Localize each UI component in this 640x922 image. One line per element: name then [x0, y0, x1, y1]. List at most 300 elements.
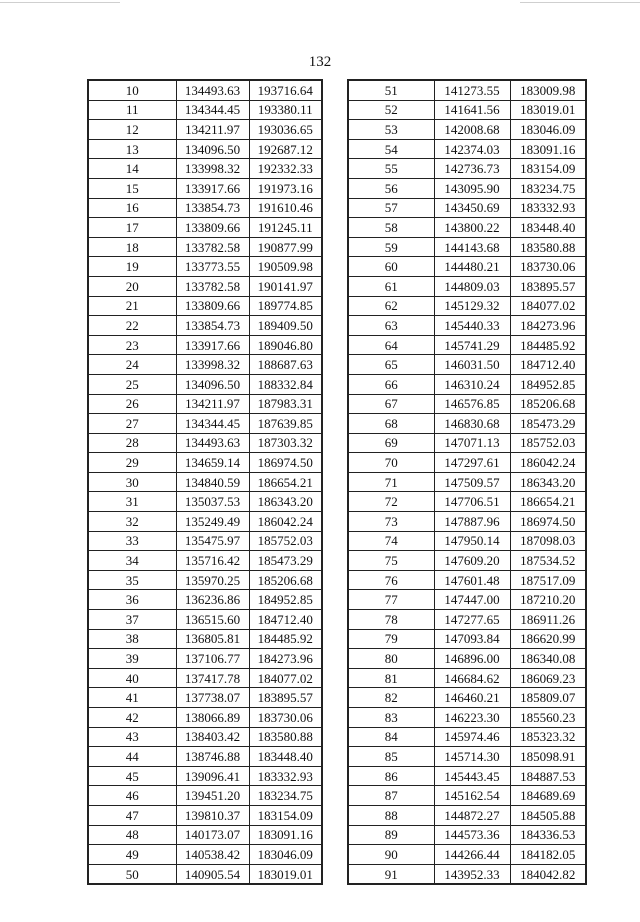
y-coordinate-cell: 190509.98 [249, 257, 322, 277]
y-coordinate-cell: 185098.91 [510, 747, 586, 767]
y-coordinate-cell: 184182.05 [510, 845, 586, 865]
point-number-cell: 34 [88, 551, 176, 571]
x-coordinate-cell: 141273.55 [434, 80, 510, 100]
point-number-cell: 29 [88, 453, 176, 473]
page-number: 132 [308, 54, 332, 70]
table-row [348, 590, 586, 610]
y-coordinate-cell: 193380.11 [249, 100, 322, 120]
table-row [88, 590, 322, 610]
table-row [348, 531, 586, 551]
point-number-cell: 33 [88, 531, 176, 551]
y-coordinate-cell: 187983.31 [249, 394, 322, 414]
y-coordinate-cell: 193036.65 [249, 120, 322, 140]
y-coordinate-cell: 183234.75 [249, 786, 322, 806]
table-row [348, 825, 586, 845]
y-coordinate-cell: 184273.96 [510, 316, 586, 336]
point-number-cell: 36 [88, 590, 176, 610]
point-number-cell: 88 [348, 805, 434, 825]
point-number-cell: 83 [348, 708, 434, 728]
point-number-cell: 35 [88, 570, 176, 590]
y-coordinate-cell: 191973.16 [249, 178, 322, 198]
y-coordinate-cell: 190877.99 [249, 237, 322, 257]
table-row [348, 512, 586, 532]
point-number-cell: 31 [88, 492, 176, 512]
x-coordinate-cell: 133773.55 [176, 257, 249, 277]
table-row [88, 864, 322, 884]
y-coordinate-cell: 183580.88 [510, 237, 586, 257]
coordinate-table-right [347, 79, 587, 885]
x-coordinate-cell: 145714.30 [434, 747, 510, 767]
point-number-cell: 51 [348, 80, 434, 100]
x-coordinate-cell: 138403.42 [176, 727, 249, 747]
x-coordinate-cell: 133917.66 [176, 178, 249, 198]
point-number-cell: 85 [348, 747, 434, 767]
x-coordinate-cell: 146684.62 [434, 668, 510, 688]
point-number-cell: 87 [348, 786, 434, 806]
y-coordinate-cell: 185752.03 [249, 531, 322, 551]
point-number-cell: 60 [348, 257, 434, 277]
y-coordinate-cell: 186974.50 [510, 512, 586, 532]
point-number-cell: 38 [88, 629, 176, 649]
y-coordinate-cell: 187517.09 [510, 570, 586, 590]
table-row [348, 178, 586, 198]
x-coordinate-cell: 134096.50 [176, 374, 249, 394]
table-row [88, 845, 322, 865]
y-coordinate-cell: 186042.24 [249, 512, 322, 532]
x-coordinate-cell: 136515.60 [176, 610, 249, 630]
table-row [88, 492, 322, 512]
y-coordinate-cell: 188332.84 [249, 374, 322, 394]
table-row [348, 649, 586, 669]
point-number-cell: 18 [88, 237, 176, 257]
x-coordinate-cell: 147071.13 [434, 433, 510, 453]
table-row [348, 610, 586, 630]
point-number-cell: 64 [348, 335, 434, 355]
top-scan-line-left [0, 2, 120, 3]
point-number-cell: 55 [348, 159, 434, 179]
point-number-cell: 82 [348, 688, 434, 708]
x-coordinate-cell: 134344.45 [176, 100, 249, 120]
point-number-cell: 74 [348, 531, 434, 551]
point-number-cell: 15 [88, 178, 176, 198]
x-coordinate-cell: 145741.29 [434, 335, 510, 355]
point-number-cell: 73 [348, 512, 434, 532]
point-number-cell: 20 [88, 276, 176, 296]
point-number-cell: 57 [348, 198, 434, 218]
point-number-cell: 56 [348, 178, 434, 198]
x-coordinate-cell: 134659.14 [176, 453, 249, 473]
x-coordinate-cell: 136236.86 [176, 590, 249, 610]
point-number-cell: 66 [348, 374, 434, 394]
x-coordinate-cell: 146830.68 [434, 414, 510, 434]
table-row [88, 198, 322, 218]
x-coordinate-cell: 138066.89 [176, 708, 249, 728]
x-coordinate-cell: 137417.78 [176, 668, 249, 688]
point-number-cell: 17 [88, 218, 176, 238]
y-coordinate-cell: 183019.01 [510, 100, 586, 120]
point-number-cell: 86 [348, 766, 434, 786]
y-coordinate-cell: 183046.09 [249, 845, 322, 865]
point-number-cell: 79 [348, 629, 434, 649]
point-number-cell: 28 [88, 433, 176, 453]
x-coordinate-cell: 147609.20 [434, 551, 510, 571]
x-coordinate-cell: 133782.58 [176, 276, 249, 296]
table-row [348, 864, 586, 884]
x-coordinate-cell: 137106.77 [176, 649, 249, 669]
point-number-cell: 26 [88, 394, 176, 414]
table-row [348, 120, 586, 140]
x-coordinate-cell: 133809.66 [176, 218, 249, 238]
x-coordinate-cell: 146310.24 [434, 374, 510, 394]
table-row [348, 316, 586, 336]
y-coordinate-cell: 183332.93 [510, 198, 586, 218]
x-coordinate-cell: 147601.48 [434, 570, 510, 590]
y-coordinate-cell: 188687.63 [249, 355, 322, 375]
point-number-cell: 77 [348, 590, 434, 610]
y-coordinate-cell: 186042.24 [510, 453, 586, 473]
x-coordinate-cell: 142374.03 [434, 139, 510, 159]
y-coordinate-cell: 183895.57 [249, 688, 322, 708]
y-coordinate-cell: 189409.50 [249, 316, 322, 336]
x-coordinate-cell: 134211.97 [176, 394, 249, 414]
y-coordinate-cell: 184077.02 [249, 668, 322, 688]
point-number-cell: 48 [88, 825, 176, 845]
point-number-cell: 19 [88, 257, 176, 277]
y-coordinate-cell: 184712.40 [510, 355, 586, 375]
y-coordinate-cell: 191610.46 [249, 198, 322, 218]
table-row [88, 394, 322, 414]
table-row [88, 668, 322, 688]
point-number-cell: 71 [348, 472, 434, 492]
point-number-cell: 30 [88, 472, 176, 492]
y-coordinate-cell: 183091.16 [510, 139, 586, 159]
y-coordinate-cell: 186343.20 [249, 492, 322, 512]
y-coordinate-cell: 184952.85 [510, 374, 586, 394]
y-coordinate-cell: 186343.20 [510, 472, 586, 492]
x-coordinate-cell: 146460.21 [434, 688, 510, 708]
table-row [88, 786, 322, 806]
point-number-cell: 49 [88, 845, 176, 865]
table-row [348, 688, 586, 708]
y-coordinate-cell: 193716.64 [249, 80, 322, 100]
x-coordinate-cell: 143800.22 [434, 218, 510, 238]
point-number-cell: 21 [88, 296, 176, 316]
x-coordinate-cell: 145974.46 [434, 727, 510, 747]
point-number-cell: 11 [88, 100, 176, 120]
x-coordinate-cell: 139451.20 [176, 786, 249, 806]
table-row [88, 276, 322, 296]
y-coordinate-cell: 185206.68 [249, 570, 322, 590]
table-row [88, 453, 322, 473]
x-coordinate-cell: 135037.53 [176, 492, 249, 512]
table-row [88, 727, 322, 747]
y-coordinate-cell: 183019.01 [249, 864, 322, 884]
table-row [88, 257, 322, 277]
table-row [88, 100, 322, 120]
point-number-cell: 68 [348, 414, 434, 434]
table-row [88, 237, 322, 257]
table-row [348, 394, 586, 414]
table-row [88, 531, 322, 551]
table-row [348, 747, 586, 767]
table-row [348, 218, 586, 238]
y-coordinate-cell: 183580.88 [249, 727, 322, 747]
point-number-cell: 76 [348, 570, 434, 590]
table-row [348, 766, 586, 786]
point-number-cell: 75 [348, 551, 434, 571]
y-coordinate-cell: 184077.02 [510, 296, 586, 316]
point-number-cell: 84 [348, 727, 434, 747]
x-coordinate-cell: 144872.27 [434, 805, 510, 825]
x-coordinate-cell: 134344.45 [176, 414, 249, 434]
point-number-cell: 27 [88, 414, 176, 434]
table-row [88, 433, 322, 453]
point-number-cell: 50 [88, 864, 176, 884]
y-coordinate-cell: 187534.52 [510, 551, 586, 571]
y-coordinate-cell: 192687.12 [249, 139, 322, 159]
top-scan-line-right [520, 2, 640, 3]
y-coordinate-cell: 187639.85 [249, 414, 322, 434]
x-coordinate-cell: 144266.44 [434, 845, 510, 865]
x-coordinate-cell: 133998.32 [176, 159, 249, 179]
point-number-cell: 32 [88, 512, 176, 532]
x-coordinate-cell: 143450.69 [434, 198, 510, 218]
point-number-cell: 72 [348, 492, 434, 512]
x-coordinate-cell: 142008.68 [434, 120, 510, 140]
point-number-cell: 89 [348, 825, 434, 845]
y-coordinate-cell: 184485.92 [249, 629, 322, 649]
table-row [348, 237, 586, 257]
x-coordinate-cell: 139810.37 [176, 805, 249, 825]
x-coordinate-cell: 146576.85 [434, 394, 510, 414]
y-coordinate-cell: 183009.98 [510, 80, 586, 100]
point-number-cell: 67 [348, 394, 434, 414]
point-number-cell: 46 [88, 786, 176, 806]
table-row [88, 570, 322, 590]
x-coordinate-cell: 133782.58 [176, 237, 249, 257]
x-coordinate-cell: 145440.33 [434, 316, 510, 336]
x-coordinate-cell: 140173.07 [176, 825, 249, 845]
table-row [88, 120, 322, 140]
x-coordinate-cell: 146031.50 [434, 355, 510, 375]
point-number-cell: 52 [348, 100, 434, 120]
y-coordinate-cell: 183448.40 [510, 218, 586, 238]
y-coordinate-cell: 184042.82 [510, 864, 586, 884]
table-row [348, 159, 586, 179]
x-coordinate-cell: 144573.36 [434, 825, 510, 845]
table-row [348, 414, 586, 434]
y-coordinate-cell: 187098.03 [510, 531, 586, 551]
table-row [348, 492, 586, 512]
x-coordinate-cell: 136805.81 [176, 629, 249, 649]
y-coordinate-cell: 183332.93 [249, 766, 322, 786]
point-number-cell: 78 [348, 610, 434, 630]
point-number-cell: 47 [88, 805, 176, 825]
x-coordinate-cell: 143095.90 [434, 178, 510, 198]
table-row [348, 453, 586, 473]
table-row [348, 786, 586, 806]
x-coordinate-cell: 140905.54 [176, 864, 249, 884]
point-number-cell: 22 [88, 316, 176, 336]
x-coordinate-cell: 134493.63 [176, 80, 249, 100]
table-row [348, 433, 586, 453]
x-coordinate-cell: 139096.41 [176, 766, 249, 786]
point-number-cell: 91 [348, 864, 434, 884]
table-row [88, 139, 322, 159]
coordinate-table-left [87, 79, 323, 885]
point-number-cell: 16 [88, 198, 176, 218]
table-row [88, 374, 322, 394]
y-coordinate-cell: 185323.32 [510, 727, 586, 747]
table-row [348, 100, 586, 120]
x-coordinate-cell: 147950.14 [434, 531, 510, 551]
table-row [88, 335, 322, 355]
y-coordinate-cell: 184887.53 [510, 766, 586, 786]
x-coordinate-cell: 143952.33 [434, 864, 510, 884]
point-number-cell: 12 [88, 120, 176, 140]
point-number-cell: 90 [348, 845, 434, 865]
point-number-cell: 80 [348, 649, 434, 669]
table-row [88, 316, 322, 336]
x-coordinate-cell: 142736.73 [434, 159, 510, 179]
y-coordinate-cell: 185752.03 [510, 433, 586, 453]
x-coordinate-cell: 145443.45 [434, 766, 510, 786]
x-coordinate-cell: 133917.66 [176, 335, 249, 355]
y-coordinate-cell: 186620.99 [510, 629, 586, 649]
x-coordinate-cell: 147297.61 [434, 453, 510, 473]
y-coordinate-cell: 187303.32 [249, 433, 322, 453]
table-row [88, 218, 322, 238]
point-number-cell: 42 [88, 708, 176, 728]
point-number-cell: 69 [348, 433, 434, 453]
y-coordinate-cell: 184273.96 [249, 649, 322, 669]
x-coordinate-cell: 137738.07 [176, 688, 249, 708]
x-coordinate-cell: 135475.97 [176, 531, 249, 551]
table-row [348, 139, 586, 159]
point-number-cell: 54 [348, 139, 434, 159]
y-coordinate-cell: 183154.09 [249, 805, 322, 825]
y-coordinate-cell: 184336.53 [510, 825, 586, 845]
table-row [88, 688, 322, 708]
table-row [88, 296, 322, 316]
y-coordinate-cell: 184505.88 [510, 805, 586, 825]
x-coordinate-cell: 147447.00 [434, 590, 510, 610]
y-coordinate-cell: 184712.40 [249, 610, 322, 630]
x-coordinate-cell: 138746.88 [176, 747, 249, 767]
point-number-cell: 53 [348, 120, 434, 140]
table-row [88, 649, 322, 669]
point-number-cell: 41 [88, 688, 176, 708]
point-number-cell: 62 [348, 296, 434, 316]
table-row [88, 80, 322, 100]
table-row [88, 825, 322, 845]
table-row [348, 335, 586, 355]
table-row [348, 257, 586, 277]
table-row [88, 472, 322, 492]
point-number-cell: 61 [348, 276, 434, 296]
point-number-cell: 45 [88, 766, 176, 786]
y-coordinate-cell: 183154.09 [510, 159, 586, 179]
x-coordinate-cell: 140538.42 [176, 845, 249, 865]
y-coordinate-cell: 185560.23 [510, 708, 586, 728]
x-coordinate-cell: 135716.42 [176, 551, 249, 571]
point-number-cell: 81 [348, 668, 434, 688]
point-number-cell: 70 [348, 453, 434, 473]
point-number-cell: 63 [348, 316, 434, 336]
point-number-cell: 25 [88, 374, 176, 394]
x-coordinate-cell: 133854.73 [176, 198, 249, 218]
y-coordinate-cell: 192332.33 [249, 159, 322, 179]
table-row [348, 374, 586, 394]
y-coordinate-cell: 187210.20 [510, 590, 586, 610]
x-coordinate-cell: 144809.03 [434, 276, 510, 296]
y-coordinate-cell: 189046.80 [249, 335, 322, 355]
point-number-cell: 39 [88, 649, 176, 669]
x-coordinate-cell: 147277.65 [434, 610, 510, 630]
y-coordinate-cell: 186911.26 [510, 610, 586, 630]
table-row [348, 727, 586, 747]
x-coordinate-cell: 134211.97 [176, 120, 249, 140]
point-number-cell: 23 [88, 335, 176, 355]
y-coordinate-cell: 186069.23 [510, 668, 586, 688]
table-row [88, 512, 322, 532]
y-coordinate-cell: 184485.92 [510, 335, 586, 355]
point-number-cell: 58 [348, 218, 434, 238]
x-coordinate-cell: 147509.57 [434, 472, 510, 492]
table-row [88, 159, 322, 179]
y-coordinate-cell: 190141.97 [249, 276, 322, 296]
table-row [348, 276, 586, 296]
x-coordinate-cell: 146896.00 [434, 649, 510, 669]
y-coordinate-cell: 183234.75 [510, 178, 586, 198]
x-coordinate-cell: 141641.56 [434, 100, 510, 120]
table-row [348, 80, 586, 100]
point-number-cell: 59 [348, 237, 434, 257]
x-coordinate-cell: 145162.54 [434, 786, 510, 806]
table-row [348, 845, 586, 865]
y-coordinate-cell: 186340.08 [510, 649, 586, 669]
x-coordinate-cell: 144480.21 [434, 257, 510, 277]
x-coordinate-cell: 133809.66 [176, 296, 249, 316]
table-row [348, 355, 586, 375]
point-number-cell: 14 [88, 159, 176, 179]
x-coordinate-cell: 145129.32 [434, 296, 510, 316]
table-row [88, 805, 322, 825]
y-coordinate-cell: 185473.29 [249, 551, 322, 571]
point-number-cell: 40 [88, 668, 176, 688]
point-number-cell: 10 [88, 80, 176, 100]
y-coordinate-cell: 191245.11 [249, 218, 322, 238]
y-coordinate-cell: 186974.50 [249, 453, 322, 473]
x-coordinate-cell: 144143.68 [434, 237, 510, 257]
x-coordinate-cell: 146223.30 [434, 708, 510, 728]
point-number-cell: 24 [88, 355, 176, 375]
table-row [88, 747, 322, 767]
x-coordinate-cell: 147706.51 [434, 492, 510, 512]
y-coordinate-cell: 185809.07 [510, 688, 586, 708]
y-coordinate-cell: 184952.85 [249, 590, 322, 610]
table-row [348, 708, 586, 728]
point-number-cell: 44 [88, 747, 176, 767]
y-coordinate-cell: 183091.16 [249, 825, 322, 845]
y-coordinate-cell: 183730.06 [249, 708, 322, 728]
table-row [348, 296, 586, 316]
point-number-cell: 43 [88, 727, 176, 747]
table-row [88, 178, 322, 198]
y-coordinate-cell: 184689.69 [510, 786, 586, 806]
y-coordinate-cell: 183730.06 [510, 257, 586, 277]
x-coordinate-cell: 133998.32 [176, 355, 249, 375]
